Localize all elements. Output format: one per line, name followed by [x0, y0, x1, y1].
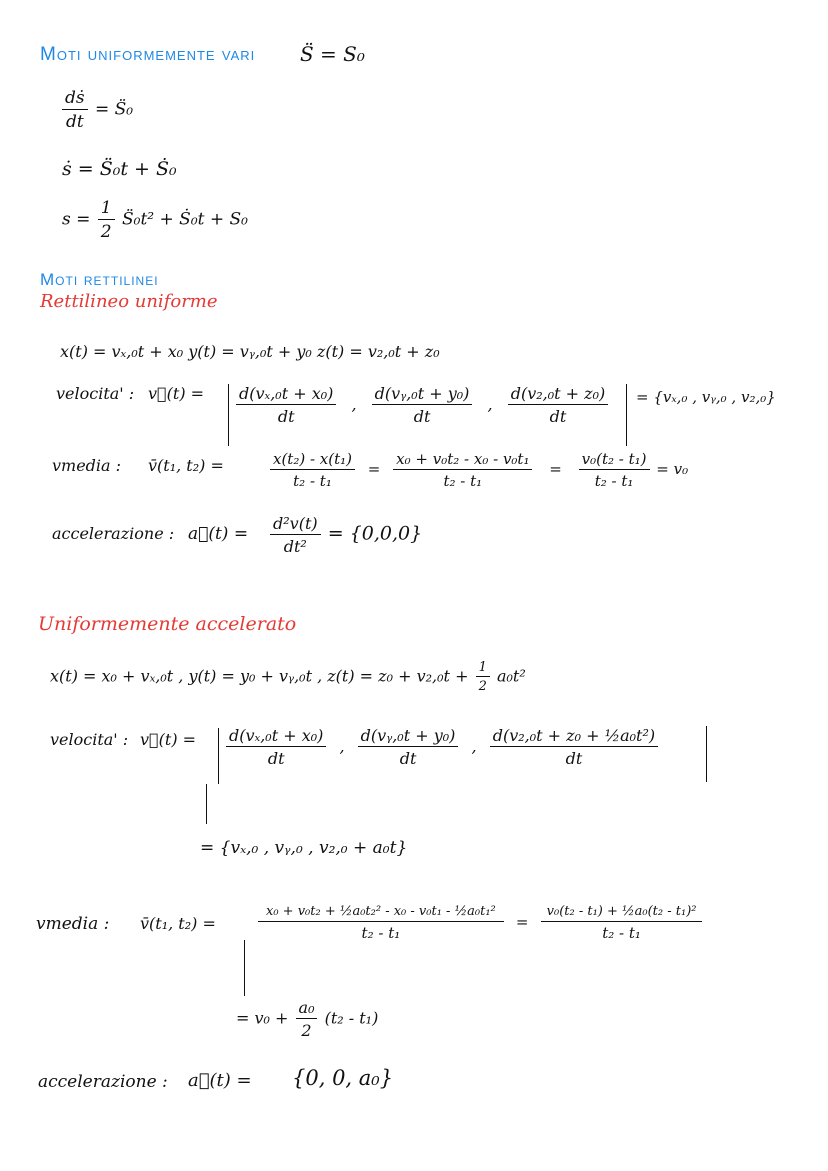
vmed-accel-f1-den: t₂ - t₁ — [361, 924, 401, 942]
title-equation: S̈ = S₀ — [300, 42, 365, 66]
equation-position — [62, 198, 248, 242]
eq1-rhs: = S̈₀ — [95, 99, 134, 120]
vmedia-fractions: $\frac{\text{x(t₂) - x(t₁)}}{\text{t₂ - t₁}}$ = $\frac{\text{x₀ + v₀t₂ - x₀ - v₀t₁}}{\text{t₂ - t₁}}$ = $\frac{\text{v₀(t₂ - t₁)}}{\text{t₂ - t₁}}$ = v₀ — [268, 450, 688, 490]
vmed-accel-f2-den: t₂ - t₁ — [602, 924, 641, 942]
pos-accel-text: x(t) = x₀ + vₓ,₀t , y(t) = y₀ + vᵧ,₀t , z(t) = z₀ + v₂,₀t + — [50, 666, 469, 686]
vmedia-fractions-accel: $\frac{\text{x₀ + v₀t₂ + ½a₀t₂² - x₀ - v₀t₁ - ½a₀t₁²}}{\text{t₂ - t₁}}$ = $\frac{\text{v₀(t₂ - t₁) + ½a₀(t₂ - t₁)²}}{\text{t₂ - t₁}}$ — [256, 904, 704, 942]
vel-f2-den: dt — [413, 407, 431, 426]
brace-right-accel — [706, 726, 707, 782]
vmed-f3-den: t₂ - t₁ — [594, 472, 634, 490]
section-title-moti-rettilinei: Moti rettilinei — [40, 270, 159, 289]
subtitle-rettilineo-uniforme: Rettilineo uniforme — [40, 291, 218, 312]
eq3-numerator: 1 — [98, 198, 115, 220]
vmed-accel-f1-num: x₀ + v₀t₂ + ½a₀t₂² - x₀ - v₀t₁ - ½a₀t₁² — [258, 904, 504, 922]
acceleration-lhs-accel: a⃗(t) = — [188, 1070, 252, 1091]
vmed-res-den: 2 — [301, 1021, 312, 1040]
eq3-denominator: 2 — [100, 222, 112, 242]
eq3-rhs: S̈₀t² + Ṡ₀t + S₀ — [122, 209, 248, 230]
vmed-f1-num: x(t₂) - x(t₁) — [270, 450, 355, 470]
pos-accel-tail: a₀t² — [496, 666, 526, 686]
velocity-lhs-accel: v⃗(t) = — [140, 730, 197, 749]
eq3-lhs: s = — [62, 209, 91, 230]
velocity-label: velocita' : — [56, 384, 135, 403]
vel-accel-f1-num: d(vₓ,₀t + x₀) — [226, 726, 326, 747]
vmedia-lhs-accel: v̄(t₁, t₂) = — [140, 914, 216, 933]
equation-position-uniform: x(t) = vₓ,₀t + x₀ y(t) = vᵧ,₀t + y₀ z(t) = v₂,₀t + z₀ — [60, 342, 440, 361]
vmed-result: = v₀ — [656, 460, 689, 478]
acc-den: dt² — [283, 537, 307, 556]
equation-velocity: ṡ = S̈₀t + Ṡ₀ — [62, 158, 177, 180]
vel-f1-den: dt — [277, 407, 295, 426]
vel-accel-f2-den: dt — [399, 749, 417, 768]
equation-ds-dt — [60, 88, 133, 132]
vel-accel-f3-num: d(v₂,₀t + z₀ + ½a₀t²) — [490, 726, 658, 747]
vmed-accel-f2-num: v₀(t₂ - t₁) + ½a₀(t₂ - t₁)² — [541, 904, 703, 922]
vel-f2-num: d(vᵧ,₀t + y₀) — [372, 384, 473, 405]
vel-f3-num: d(v₂,₀t + z₀) — [508, 384, 609, 405]
eq1-denominator: dt — [65, 112, 84, 132]
velocity-result: = {vₓ,₀ , vᵧ,₀ , v₂,₀} — [636, 388, 776, 406]
vel-f3-den: dt — [549, 407, 567, 426]
acceleration-lhs: a⃗(t) = — [188, 524, 249, 544]
vmedia-label: vmedia : — [52, 456, 122, 475]
velocity-label-accel: velocita' : — [50, 730, 129, 749]
vmed-f3-num: v₀(t₂ - t₁) — [579, 450, 650, 470]
vmedia-label-accel: vmedia : — [36, 914, 110, 934]
acceleration-label-accel: accelerazione : — [38, 1072, 168, 1092]
vel-accel-f1-den: dt — [267, 749, 285, 768]
vmed-f2-den: t₂ - t₁ — [443, 472, 483, 490]
vmed-res-lhs: = v₀ + — [236, 1008, 289, 1028]
vmed-res-tail: (t₂ - t₁) — [324, 1008, 379, 1028]
brace-left-accel — [218, 728, 219, 784]
velocity-result-accel: = {vₓ,₀ , vᵧ,₀ , v₂,₀ + a₀t} — [200, 838, 408, 858]
acceleration-label: accelerazione : — [52, 524, 175, 543]
vmed-f2-num: x₀ + v₀t₂ - x₀ - v₀t₁ — [393, 450, 532, 470]
brace-right — [626, 384, 627, 446]
vmed-res-num: a₀ — [296, 998, 318, 1019]
velocity-fractions: $\frac{\text{d(vₓ,₀t + x₀)}}{dt}$ , $\frac{\text{d(vᵧ,₀t + y₀)}}{dt}$ , $\frac{\text{d(v₂,₀t + z₀)}}{dt}$ — [234, 384, 610, 426]
velocity-lhs: v⃗(t) = — [148, 384, 205, 403]
acc-num: d²v(t) — [270, 514, 321, 535]
vel-accel-f3-den: dt — [565, 749, 583, 768]
pos-accel-den: 2 — [478, 679, 487, 694]
equation-position-accelerated — [50, 660, 526, 694]
vmedia-result-accel — [236, 998, 378, 1040]
section-title-moti-uniformemente-vari: Moti uniformemente vari — [40, 44, 256, 65]
vmedia-connector-line — [244, 940, 245, 996]
acceleration-result-accel: {0, 0, a₀} — [292, 1066, 394, 1090]
eq1-numerator: dṡ — [62, 88, 88, 110]
subtitle-uniformemente-accelerato: Uniformemente accelerato — [38, 613, 297, 635]
vmedia-lhs: v̄(t₁, t₂) = — [148, 456, 224, 475]
pos-accel-num: 1 — [476, 660, 490, 677]
vel-f1-num: d(vₓ,₀t + x₀) — [236, 384, 336, 405]
velocity-fractions-accel: $\frac{\text{d(vₓ,₀t + x₀)}}{dt}$ , $\frac{\text{d(vᵧ,₀t + y₀)}}{dt}$ , $\frac{\text{d(v₂,₀t + z₀ + ½a₀t²)}}{dt}$ — [224, 726, 660, 768]
vel-accel-f2-num: d(vᵧ,₀t + y₀) — [358, 726, 459, 747]
vmed-f1-den: t₂ - t₁ — [293, 472, 332, 490]
acceleration-fraction — [268, 514, 422, 556]
brace-left — [228, 384, 229, 446]
acc-result: = {0,0,0} — [327, 522, 423, 545]
equals-connector-line — [206, 784, 207, 824]
